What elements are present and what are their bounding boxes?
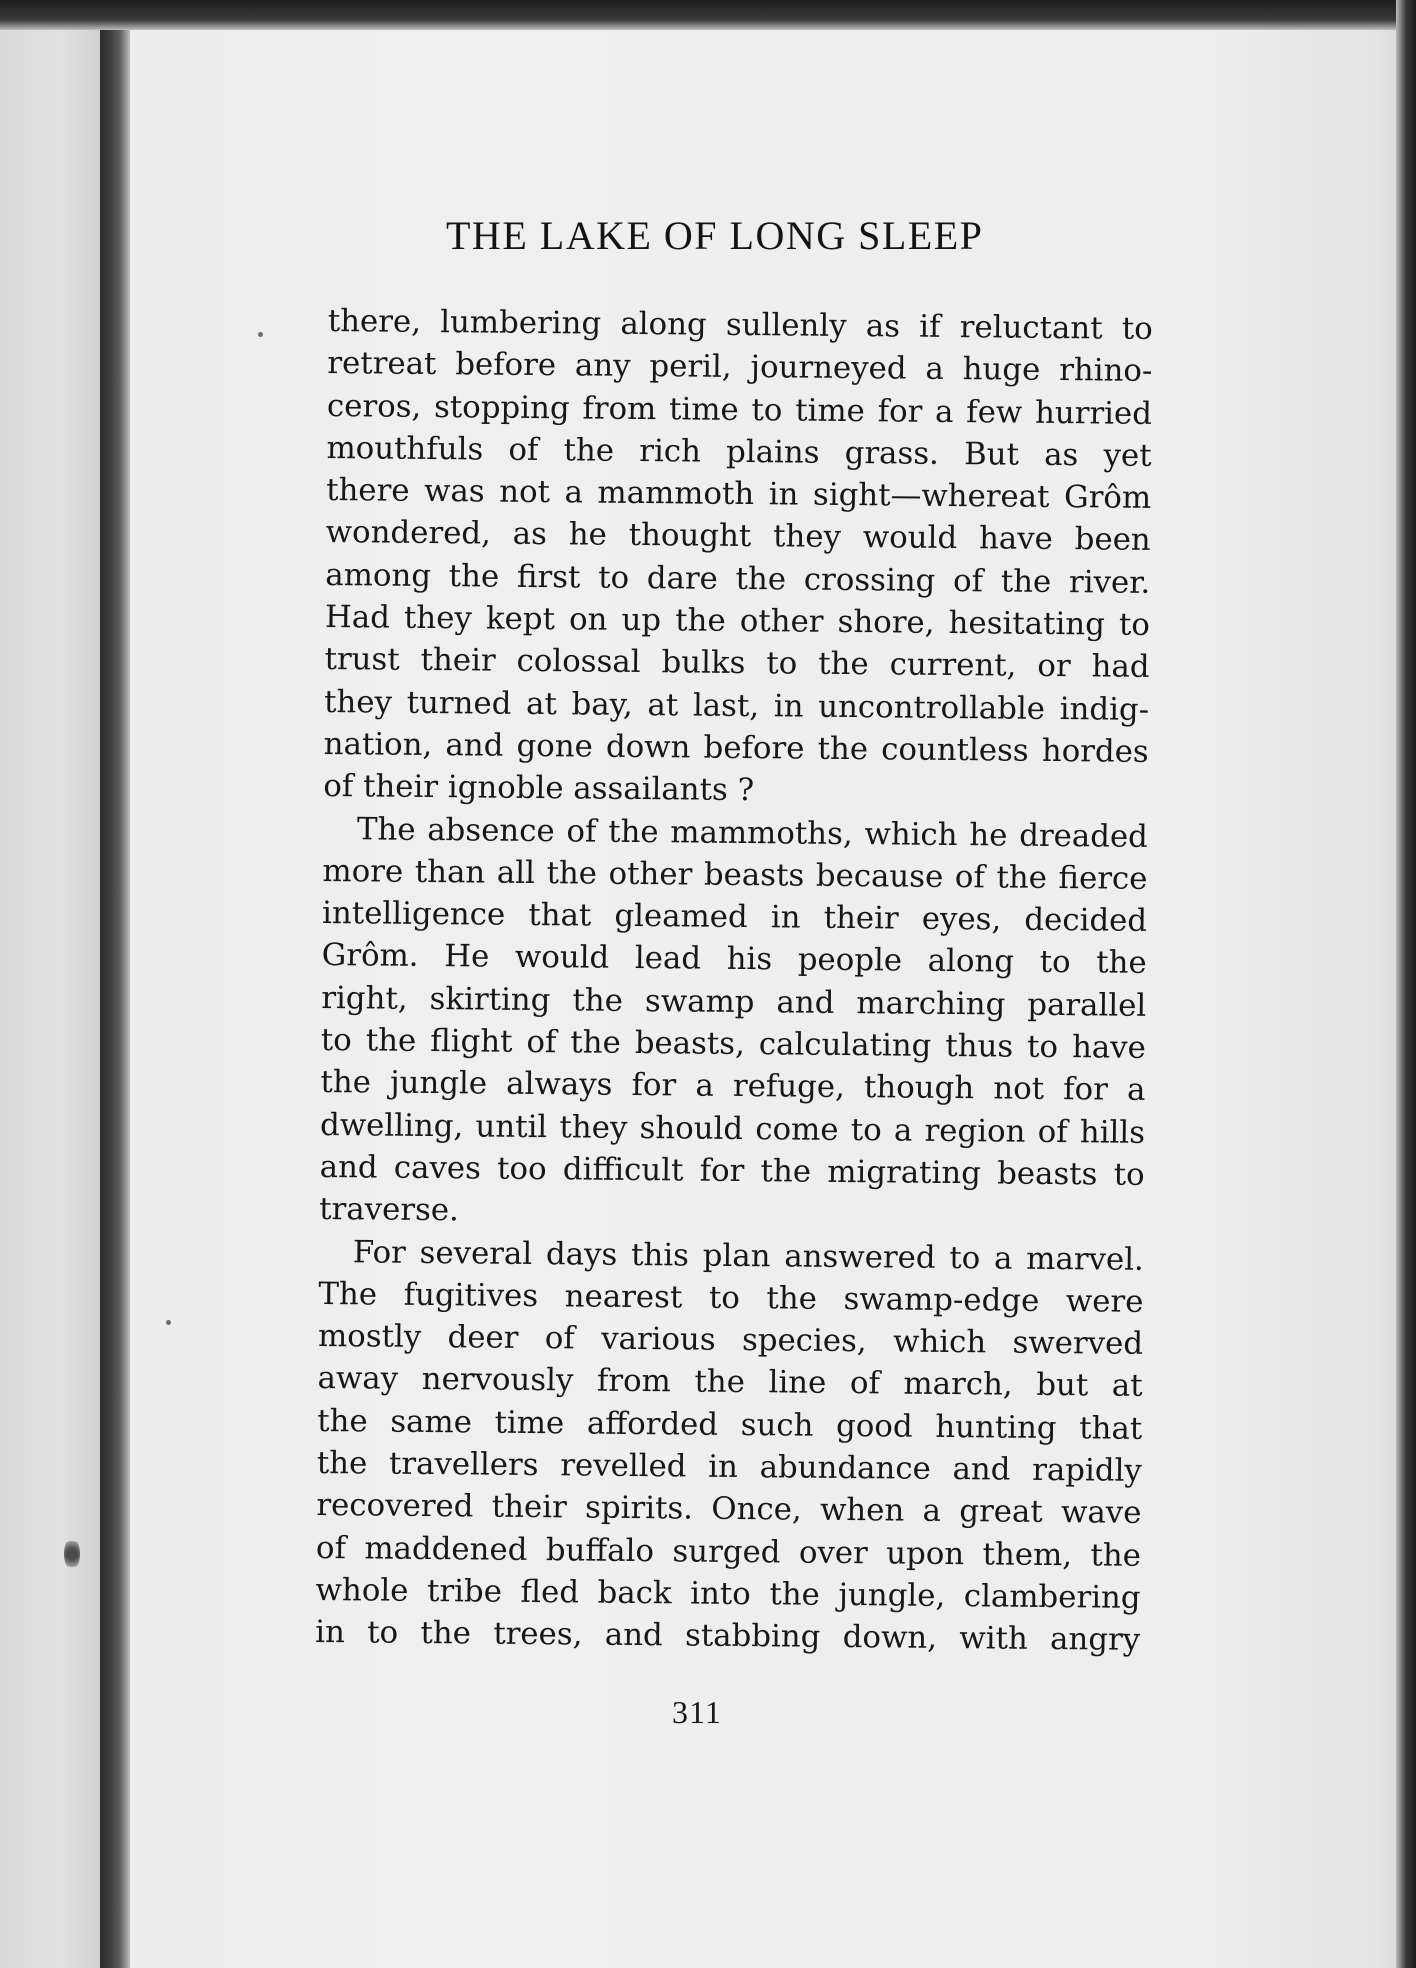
text-line: recovered their spirits. Once, when a great wave [316,1487,1142,1532]
text-line: trust their colossal bulks to the current, or had [324,641,1150,686]
text-line: more than all the other beasts because of the fierce [322,852,1148,897]
text-line: nation, and gone down before the countless hordes [323,725,1149,770]
text-line: mouthfuls of the rich plains grass. But as yet [326,429,1152,474]
text-line: retreat before any peril, journeyed a huge rhino- [327,345,1153,390]
text-line: the same time afforded such good hunting that [317,1402,1143,1447]
text-line: of their ignoble assailants ? [323,768,755,809]
text-line: mostly deer of various species, which swerved [317,1318,1144,1362]
text-line: The fugitives nearest to the swamp-edge were [318,1275,1144,1320]
text-line: in to the trees, and stabbing down, with angry [315,1614,1141,1659]
text-line: Grôm. He would lead his people along to the [321,937,1147,982]
text-line: and caves too difficult for the migrating beasts to [319,1148,1145,1193]
text-line: right, skirting the swamp and marching parallel [321,979,1147,1024]
body-text [315,300,1153,1661]
text-line: of maddened buffalo surged over upon them, the [315,1529,1142,1574]
text-line: to the flight of the beasts, calculating thus to have [320,1022,1147,1066]
text-line: wondered, as he thought they would have been [325,514,1151,559]
scan-right-border [1396,0,1416,1968]
text-line: ceros, stopping from time to time for a few hurried [326,387,1153,432]
text-line: there, lumbering along sullenly as if reluctant to [327,302,1153,347]
text-line: away nervously from the line of march, but at [317,1360,1143,1405]
text-line: For several days this plan answered to a marvel. [352,1233,1145,1278]
binding-ring-mark [64,1538,80,1570]
text-line: among the first to dare the crossing of the river. [325,556,1151,601]
text-line: Had they kept on up the other shore, hesitating to [324,599,1151,643]
text-line: dwelling, until they should come to a region of hills [319,1106,1146,1151]
text-line: whole tribe fled back into the jungle, clambering [315,1571,1141,1616]
text-line: the jungle always for a refuge, though not for a [320,1064,1146,1109]
scan-top-border [0,0,1416,30]
text-line: the travellers revelled in abundance and rapidly [316,1444,1142,1489]
text-line: there was not a mammoth in sight—whereat Grôm [326,472,1152,517]
text-line: they turned at bay, at last, in uncontrollable indig- [323,683,1150,728]
running-head: THE LAKE OF LONG SLEEP [446,213,984,258]
text-line: intelligence that gleamed in their eyes, decided [321,895,1148,940]
dust-speck [258,332,263,337]
binding-gutter [100,20,130,1968]
facing-page-edge [0,0,100,1968]
page-number: 311 [672,1694,722,1730]
text-line: The absence of the mammoths, which he dreaded [356,810,1149,855]
dust-speck [166,1320,171,1325]
text-line: traverse. [319,1191,460,1229]
